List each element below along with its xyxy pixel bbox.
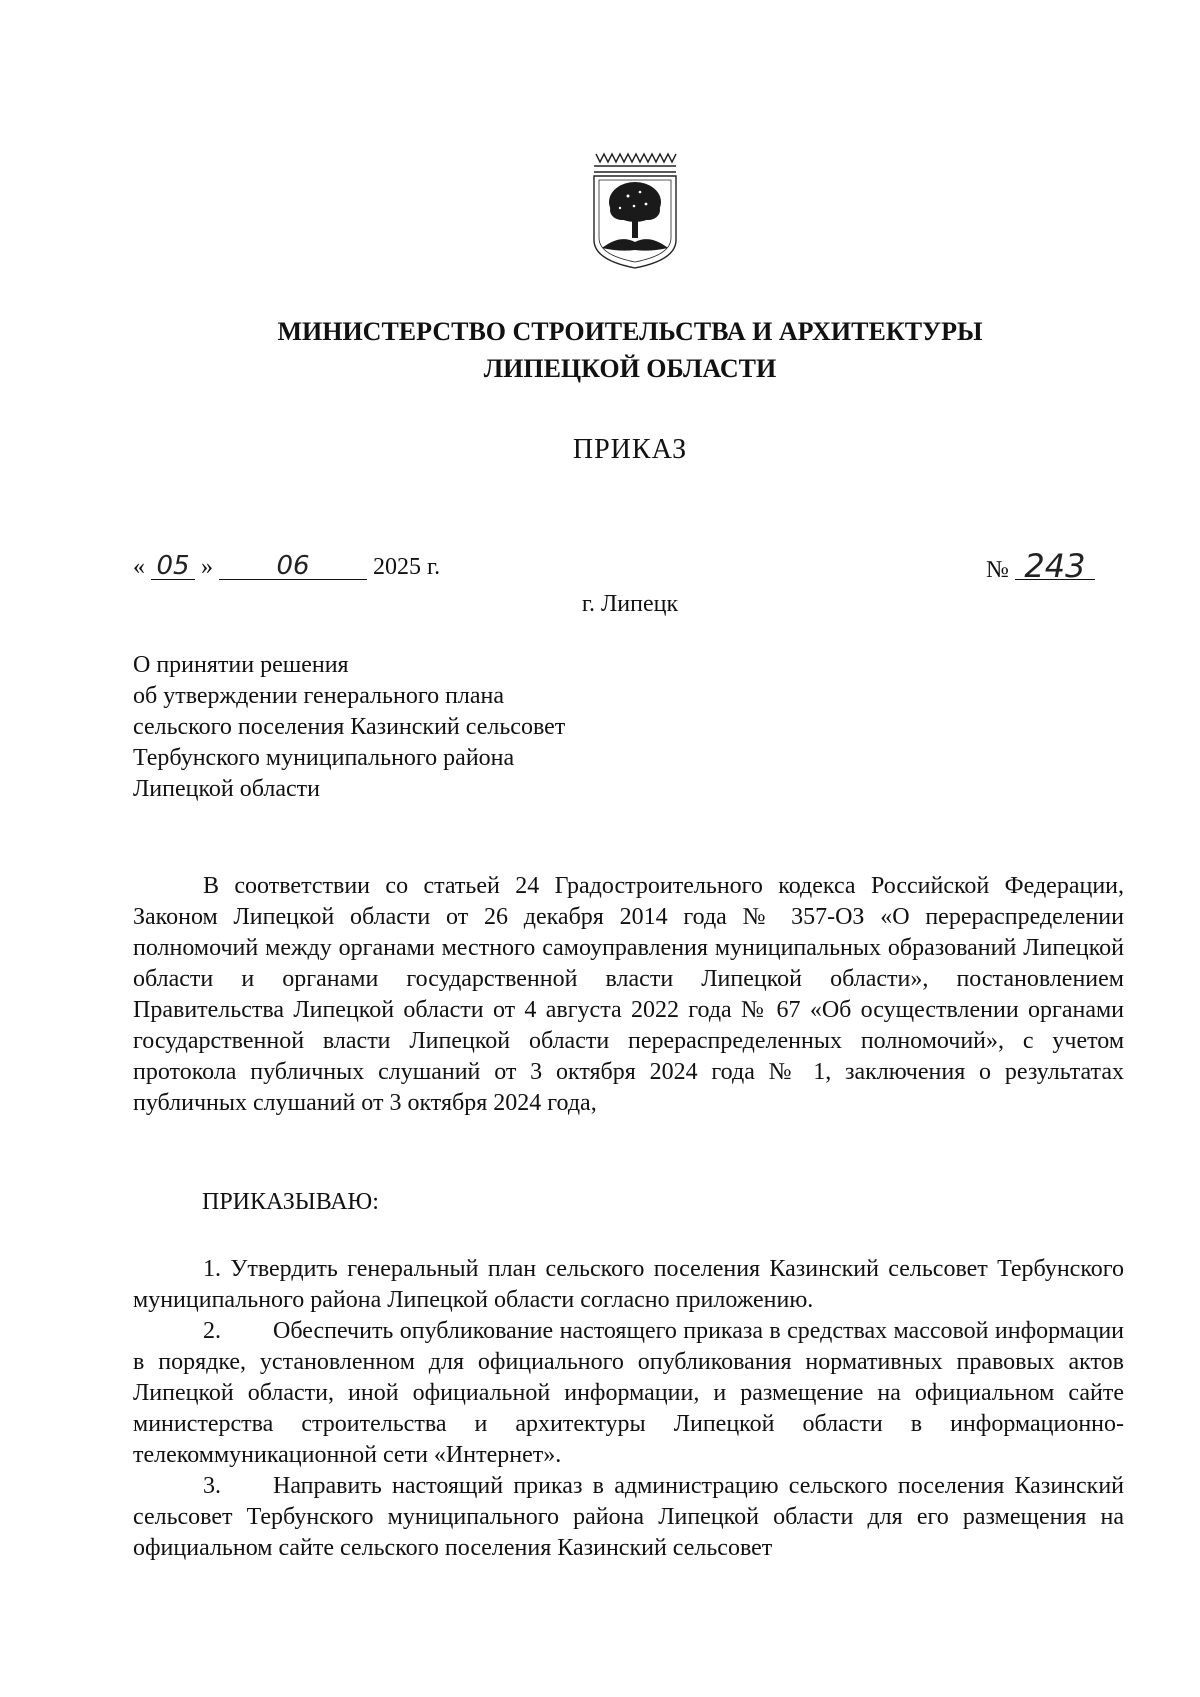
document-date bbox=[133, 553, 440, 581]
item-number: 3. bbox=[203, 1473, 221, 1499]
ministry-name-line-2: ЛИПЕЦКОЙ ОБЛАСТИ bbox=[483, 354, 777, 383]
subject-line: сельского поселения Казинский сельсовет bbox=[133, 714, 566, 740]
item-text: Утвердить генеральный план сельского поселения Казинский сельсовет Тербунского муниципального района Липецкой области согласно приложению. bbox=[133, 1256, 1125, 1313]
orders-heading: ПРИКАЗЫВАЮ: bbox=[202, 1189, 379, 1215]
document-type-title: ПРИКАЗ bbox=[572, 434, 688, 465]
order-items bbox=[133, 1254, 1124, 1564]
document-subject bbox=[133, 650, 565, 805]
coat-of-arms-icon bbox=[590, 152, 680, 272]
city: г. Липецк bbox=[581, 591, 679, 617]
ministry-name bbox=[0, 313, 1200, 387]
order-item bbox=[133, 1316, 1124, 1471]
number-value: 243 bbox=[1015, 553, 1095, 580]
number-sign: № bbox=[986, 557, 1009, 583]
subject-line: Тербунского муниципального района bbox=[133, 745, 515, 771]
date-year: 2025 г. bbox=[373, 554, 441, 580]
subject-line: Липецкой области bbox=[133, 776, 320, 802]
date-close-quote: » bbox=[201, 554, 213, 580]
order-item bbox=[133, 1254, 1124, 1316]
subject-line: О принятии решения bbox=[133, 652, 349, 678]
document-number bbox=[986, 547, 1095, 585]
preamble-paragraph: В соответствии со статьей 24 Градостроительного кодекса Российской Федерации, Законом Липецкой области от 26 декабря 2014 года № 357-ОЗ «О перераспределении полномочий между органами местного самоуправления муниципальных образований Липецкой области и органами государственной власти Липецкой области», постановлением Правительства Липецкой области от 4 августа 2022 года № 67 «Об осуществлении органами государственной власти Липецкой области перераспределенных полномочий», с учетом протокола публичных слушаний от 3 октября 2024 года № 1, заключения о результатах публичных слушаний от 3 октября 2024 года, bbox=[133, 873, 1124, 1116]
subject-line: об утверждении генерального плана bbox=[133, 683, 505, 709]
item-text: Направить настоящий приказ в администрацию сельского поселения Казинский сельсовет Тербунского муниципального района Липецкой области для его размещения на официальном сайте сельского поселения Казинский сельсовет bbox=[133, 1473, 1124, 1561]
ministry-name-line-1: МИНИСТЕРСТВО СТРОИТЕЛЬСТВА И АРХИТЕКТУРЫ bbox=[277, 317, 983, 346]
date-day: 05 bbox=[151, 553, 195, 580]
item-number: 1. bbox=[203, 1256, 221, 1282]
item-text: Обеспечить опубликование настоящего приказа в средствах массовой информации в порядке, установленном для официального опубликования нормативных правовых актов Липецкой области, иной официальной информации, и размещение на официальном сайте министерства строительства и архитектуры Липецкой области в информационно-телекоммуникационной сети «Интернет». bbox=[133, 1318, 1124, 1468]
date-open-quote: « bbox=[133, 554, 145, 580]
date-month: 06 bbox=[219, 553, 367, 580]
order-item bbox=[133, 1471, 1124, 1564]
item-number: 2. bbox=[203, 1318, 221, 1344]
